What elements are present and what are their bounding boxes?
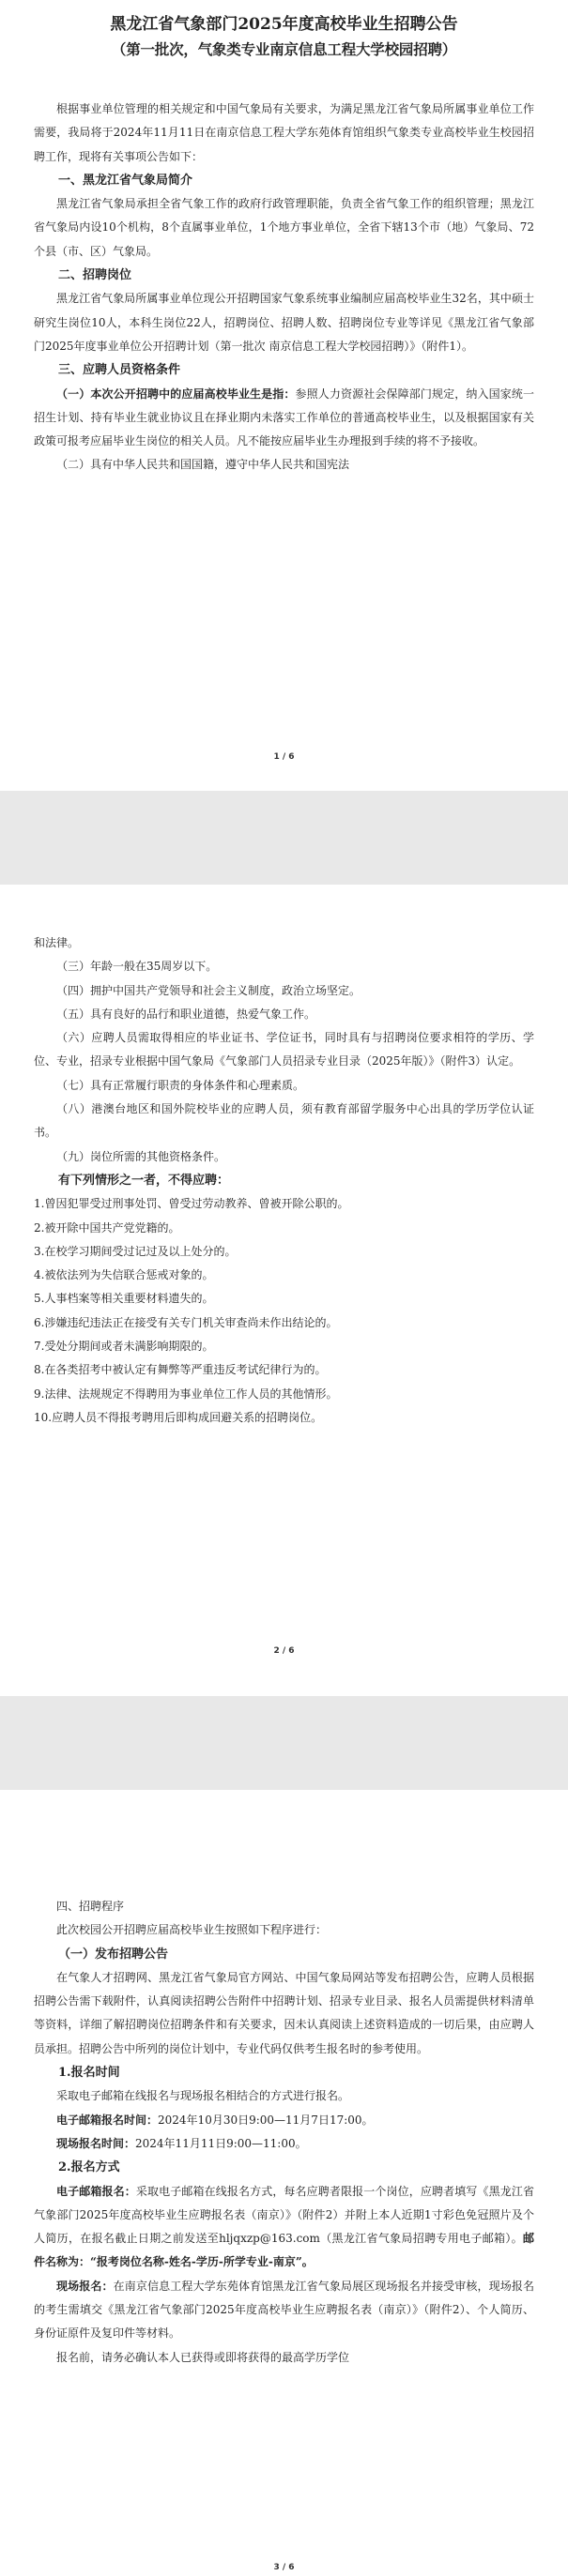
disqualification-heading: 有下列情形之一者，不得应聘：: [58, 1173, 230, 1188]
email-time-value: 2024年10月30日9:00—11月7日17:00。: [158, 2113, 374, 2127]
disqualification-item: 1.曾因犯罪受过刑事处罚、曾受过劳动教养、曾被开除公职的。: [34, 1197, 349, 1211]
section-2-heading: 二、招聘岗位: [58, 268, 132, 283]
condition-item-3: （三）年龄一般在35周岁以下。: [56, 960, 218, 974]
onsite-registration-label: 现场报名：: [56, 2279, 114, 2293]
condition-item-6: （六）应聘人员需取得相应的毕业证书、学位证书，同时具有与招聘岗位要求相符的学历、学位、专业，招录专业根据中国气象局《气象部门人员招录专业目录（2025年版）》（附件3）认定。: [34, 1031, 534, 1068]
email-subject-label: 邮件名称为：: [34, 2232, 534, 2269]
disqualification-item: 7.受处分期间或者未满影响期限的。: [34, 1340, 214, 1354]
section-3-item-1: [34, 383, 534, 454]
section-4-heading: 四、招聘程序: [56, 1900, 125, 1913]
section-4-sub-1: （一）发布招聘公告: [58, 1947, 169, 1962]
page-3: [0, 1790, 568, 2576]
continuation-text: 和法律。: [34, 936, 80, 949]
condition-item-7: （七）具有正常履行职责的身体条件和心理素质。: [56, 1078, 305, 1092]
condition-item-9: （九）岗位所需的其他资格条件。: [56, 1149, 226, 1163]
onsite-registration-time: [34, 2132, 534, 2156]
section-1-heading: 一、黑龙江省气象局简介: [58, 173, 193, 188]
disqualification-item: 10.应聘人员不得报考聘用后即构成回避关系的招聘岗位。: [34, 1410, 323, 1424]
last-line: 报名前，请务必确认本人已获得或即将获得的最高学历学位: [56, 2350, 350, 2364]
email-registration-text: 采取电子邮箱在线报名方式，每名应聘者限报一个岗位，应聘者填写《黑龙江省气象部门2025年度高校毕业生应聘报名表（南京）》（附件2）并附上本人近期1寸彩色免冠照片及个人简历，在报名截止日期之前发送至hljqxzp@163.com（黑龙江省气象局招聘专用电子邮箱）。: [34, 2184, 534, 2246]
email-registration-time: [34, 2109, 534, 2132]
onsite-time-label: 现场报名时间：: [56, 2136, 136, 2150]
registration-method-heading: 2.报名方式: [58, 2160, 120, 2175]
section-4-intro: 此次校园公开招聘应届高校毕业生按照如下程序进行：: [56, 1923, 328, 1937]
page-number-3: 3 / 6: [273, 2563, 295, 2572]
document-subtitle: （第一批次，气象类专业南京信息工程大学校园招聘）: [111, 40, 457, 58]
email-registration-paragraph: [34, 2180, 534, 2275]
onsite-registration-text: 在南京信息工程大学东苑体育馆黑龙江省气象局展区现场报名并接受审核，现场报名的考生需填交《黑龙江省气象部门2025年度高校毕业生应聘报名表（南京）》（附件2）、个人简历、身份证原件及复印件等材料。: [34, 2279, 534, 2341]
section-3-item-2: （二）具有中华人民共和国国籍，遵守中华人民共和国宪法: [56, 458, 350, 472]
page-1: [0, 0, 568, 791]
page-1-content: [34, 11, 534, 477]
disqualification-item: 8.在各类招考中被认定有舞弊等严重违反考试纪律行为的。: [34, 1363, 327, 1377]
onsite-registration-paragraph: [34, 2275, 534, 2346]
disqualification-item: 9.法律、法规规定不得聘用为事业单位工作人员的其他情形。: [34, 1386, 338, 1401]
registration-time-text: 采取电子邮箱在线报名与现场报名相结合的方式进行报名。: [56, 2089, 350, 2103]
registration-time-heading: 1.报名时间: [58, 2066, 120, 2081]
email-registration-label: 电子邮箱报名：: [56, 2184, 136, 2198]
page-2-content: [34, 932, 534, 1430]
email-time-label: 电子邮箱报名时间：: [56, 2113, 159, 2127]
onsite-time-value: 2024年11月11日9:00—11:00。: [135, 2136, 307, 2150]
condition-item-4: （四）拥护中国共产党领导和社会主义制度，政治立场坚定。: [56, 983, 361, 997]
page-number-2: 2 / 6: [273, 1646, 295, 1656]
condition-item-5: （五）具有良好的品行和职业道德，热爱气象工作。: [56, 1007, 316, 1021]
disqualification-item: 2.被开除中国共产党党籍的。: [34, 1220, 180, 1235]
section-3-item-1-text: 参照人力资源社会保障部门规定，纳入国家统一招生计划、持有毕业生就业协议且在择业期内未落实工作单位的普通高校毕业生，以及根据国家有关政策可报考应届毕业生岗位的相关人员。凡不能按应届毕业生办理报到手续的将不予接收。: [34, 386, 534, 448]
email-subject: “报考岗位名称-姓名-学历-所学专业-南京”。: [90, 2255, 314, 2269]
section-1-text: 黑龙江省气象局承担全省气象工作的政府行政管理职能，负责全省气象工作的组织管理；黑龙江省气象局内设10个机构，8个直属事业单位，1个地方事业单位，全省下辖13个市（地）气象局、72个县（市、区）气象局。: [34, 197, 534, 258]
disqualification-item: 6.涉嫌违纪违法正在接受有关专门机关审查尚未作出结论的。: [34, 1315, 338, 1329]
intro-paragraph: 根据事业单位管理的相关规定和中国气象局有关要求，为满足黑龙江省气象局所属事业单位工作需要，我局将于2024年11月11日在南京信息工程大学东苑体育馆组织气象类专业高校毕业生校园招聘工作，现将有关事项公告如下：: [34, 102, 534, 163]
page-2: [0, 885, 568, 1696]
document-title: 黑龙江省气象部门2025年度高校毕业生招聘公告: [110, 15, 458, 34]
condition-item-8: （八）港澳台地区和国外院校毕业的应聘人员，须有教育部留学服务中心出具的学历学位认证书。: [34, 1102, 534, 1140]
disqualification-item: 3.在校学习期间受过记过及以上处分的。: [34, 1244, 237, 1258]
section-3-item-1-lead: （一）本次公开招聘中的应届高校毕业生是指：: [56, 386, 296, 401]
page-3-content: [34, 1895, 534, 2370]
section-2-text: 黑龙江省气象局所属事业单位现公开招聘国家气象系统事业编制应届高校毕业生32名，其中硕士研究生岗位10人，本科生岗位22人，招聘岗位、招聘人数、招聘岗位专业等详见《黑龙江省气象部门2025年度事业单位公开招聘计划（第一批次 南京信息工程大学校园招聘）》（附件1）。: [34, 292, 534, 353]
disqualification-item: 4.被依法列为失信联合惩戒对象的。: [34, 1268, 214, 1282]
disqualification-item: 5.人事档案等相关重要材料遗失的。: [34, 1292, 214, 1306]
section-4-sub-1-text: 在气象人才招聘网、黑龙江省气象局官方网站、中国气象局网站等发布招聘公告，应聘人员根据招聘公告需下载附件，认真阅读招聘公告附件中招聘计划、招录专业目录、报名人员需提供材料清单等资料，详细了解招聘岗位招聘条件和有关要求，因未认真阅读上述资料造成的一切后果，由应聘人员承担。招聘公告中所列的岗位计划中，专业代码仅供考生报名时的参考使用。: [34, 1970, 534, 2055]
section-3-heading: 三、应聘人员资格条件: [58, 363, 181, 378]
page-number-1: 1 / 6: [273, 752, 295, 762]
